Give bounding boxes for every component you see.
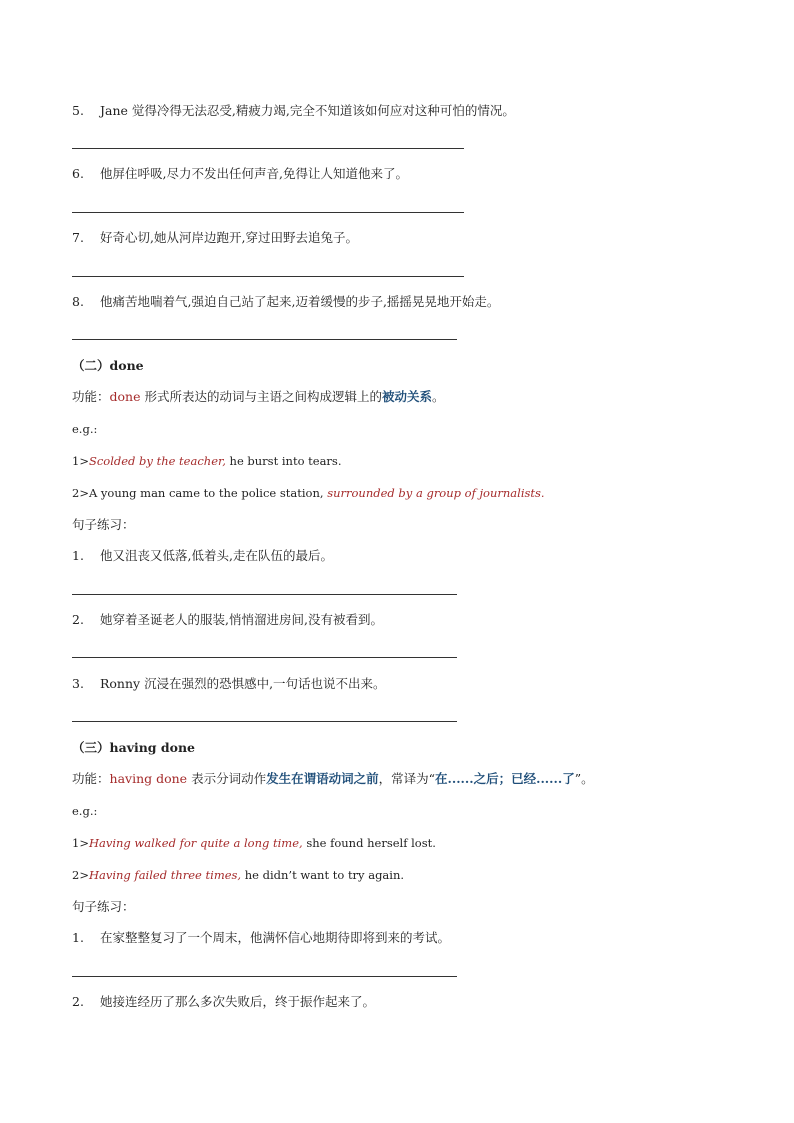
item-text: 他痛苦地喘着气,强迫自己站了起来,迈着缓慢的步子,摇摇晃晃地开始走。 (100, 294, 500, 309)
section-heading-having-done: （三）having done (72, 740, 196, 755)
item-text: Jane 觉得冷得无法忍受,精疲力竭,完全不知道该如何应对这种可怕的情况。 (100, 103, 515, 118)
item-number: 3. (72, 676, 84, 691)
item-text: 他屏住呼吸,尽力不发出任何声音,免得让人知道他来了。 (100, 166, 408, 181)
eg-label: e.g.: (72, 422, 98, 436)
practice-label: 句子练习： (72, 899, 135, 914)
item-text: 在家整整复习了一个周末，他满怀信心地期待即将到来的考试。 (100, 930, 451, 945)
answer-line[interactable] (72, 276, 464, 277)
item-number: 8. (72, 294, 84, 309)
answer-line[interactable] (72, 148, 464, 149)
example-sentence: 2>A young man came to the police station, surrounded by a group of journalists. (72, 486, 545, 500)
answer-line[interactable] (72, 721, 457, 722)
practice-label: 句子练习： (72, 517, 135, 532)
answer-line[interactable] (72, 976, 457, 977)
item-number: 1. (72, 548, 84, 563)
exercise-item (72, 294, 499, 310)
example-sentence: 2>Having failed three times, he didn’t want to try again. (72, 868, 405, 882)
function-description: 功能：having done 表示分词动作发生在谓语动词之前，常译为“在......之后；已经......了”。 (72, 771, 594, 786)
exercise-item (72, 230, 358, 246)
item-text: 好奇心切,她从河岸边跑开,穿过田野去追兔子。 (100, 230, 358, 245)
section-heading-done: （二）done (72, 358, 144, 373)
item-text: 他又沮丧又低落,低着头,走在队伍的最后。 (100, 548, 333, 563)
exercise-item (72, 994, 375, 1010)
item-number: 1. (72, 930, 84, 945)
example-sentence: 1>Having walked for quite a long time, she found herself lost. (72, 836, 436, 850)
item-number: 5. (72, 103, 84, 118)
item-number: 2. (72, 994, 84, 1009)
exercise-item (72, 548, 333, 564)
exercise-item (72, 930, 450, 946)
exercise-item (72, 612, 383, 628)
function-description: 功能：done 形式所表达的动词与主语之间构成逻辑上的被动关系。 (72, 389, 445, 404)
eg-label: e.g.: (72, 804, 98, 818)
exercise-item (72, 103, 515, 119)
answer-line[interactable] (72, 212, 464, 213)
item-number: 7. (72, 230, 84, 245)
item-number: 6. (72, 166, 84, 181)
item-text: Ronny 沉浸在强烈的恐惧感中,一句话也说不出来。 (100, 676, 386, 691)
item-text: 她接连经历了那么多次失败后，终于振作起来了。 (100, 994, 376, 1009)
answer-line[interactable] (72, 339, 457, 340)
example-sentence: 1>Scolded by the teacher, he burst into tears. (72, 454, 342, 468)
answer-line[interactable] (72, 657, 457, 658)
exercise-item (72, 166, 408, 182)
item-number: 2. (72, 612, 84, 627)
item-text: 她穿着圣诞老人的服装,悄悄溜进房间,没有被看到。 (100, 612, 383, 627)
exercise-item (72, 676, 386, 692)
answer-line[interactable] (72, 594, 457, 595)
